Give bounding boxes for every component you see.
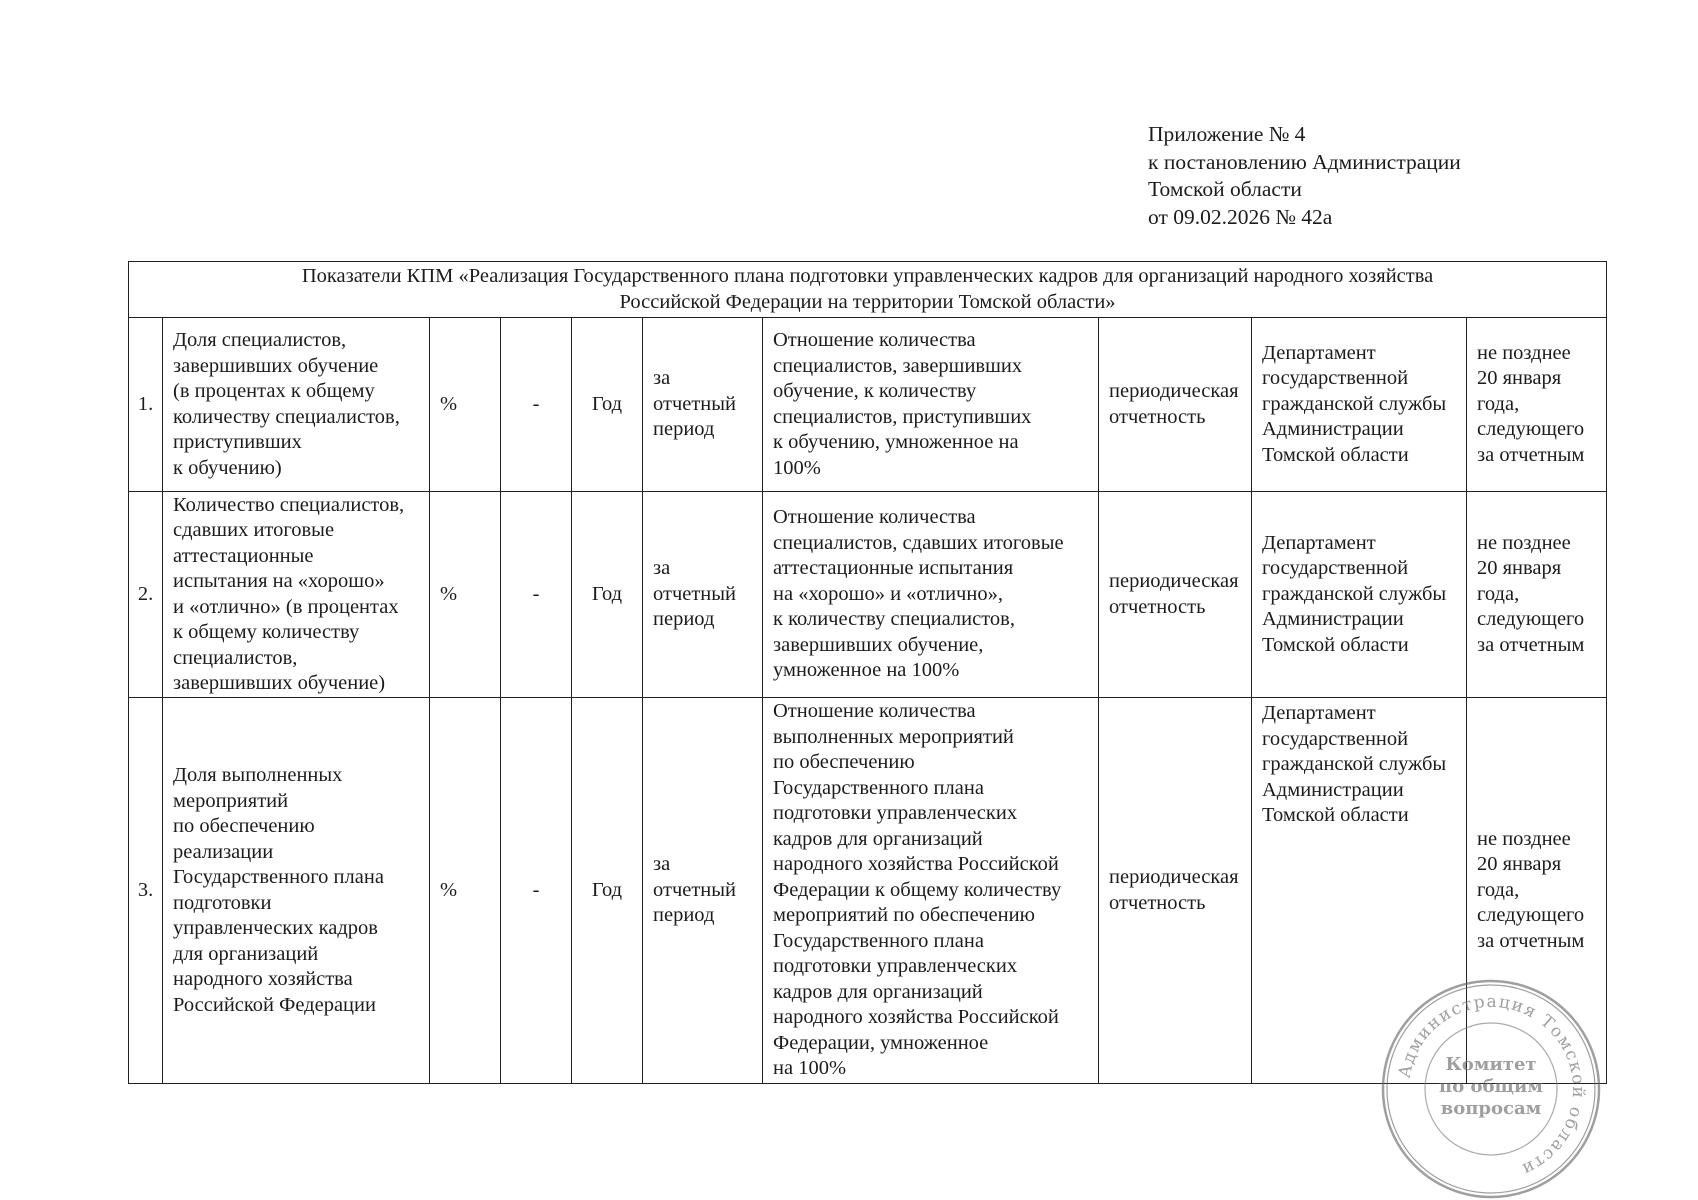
indicator-name-line: по обеспечению [173, 815, 315, 837]
responsible-department [1252, 492, 1467, 698]
indicator-name [163, 698, 430, 1084]
data-source [1099, 492, 1252, 698]
data-source [1099, 318, 1252, 492]
indicator-name-line: Государственного плана [173, 866, 384, 888]
indicator-name-line: народного хозяйства [173, 968, 353, 990]
method-line: к обучению, умноженное на [773, 431, 1019, 453]
appendix-region: Томской области [1148, 177, 1302, 201]
method-line: подготовки управленческих [773, 802, 1018, 825]
table-title-line: Показатели КПМ «Реализация Государственного плана подготовки управленческих кадров для организаций народного хозяйства [301, 265, 1434, 287]
method-line: Федерации, умноженное [773, 1031, 989, 1054]
indicator-name [163, 318, 430, 492]
calculation-method [763, 318, 1099, 492]
calculation-method [763, 492, 1099, 698]
stamp-center-line: по общим [1439, 1076, 1543, 1097]
indicators-table [128, 261, 1607, 1084]
period-line: период [653, 418, 715, 441]
indicator-name-line: Доля специалистов, [173, 329, 347, 351]
deadline-line: года, [1477, 878, 1520, 901]
table-row [129, 318, 1607, 492]
method-line: подготовки управленческих [773, 955, 1018, 978]
row-number: 1. [129, 318, 163, 492]
frequency-cell: Год [572, 492, 643, 698]
stamp-center-line: Комитет [1445, 1054, 1537, 1075]
source-line: периодическая [1109, 380, 1239, 402]
indicator-name-line: Российской Федерации [173, 993, 376, 1016]
dash-cell: - [501, 492, 572, 698]
indicator-name-line: аттестационные [173, 544, 314, 567]
stamp-center-line: вопросам [1440, 1098, 1542, 1119]
method-line: кадров для организаций [773, 827, 983, 850]
deadline-line: за отчетным [1477, 633, 1585, 656]
indicator-name [163, 492, 430, 698]
indicator-name-line: управленческих кадров [173, 917, 378, 939]
deadline-line: года, [1477, 392, 1520, 415]
source-line: периодическая [1109, 866, 1239, 888]
department-line: Департамент [1262, 341, 1376, 364]
table-title [129, 262, 1607, 318]
appendix-resolution-ref: к постановлению Администрации [1148, 149, 1461, 174]
appendix-number: Приложение № 4 [1148, 122, 1306, 146]
indicator-name-line: Количество специалистов, [173, 493, 405, 516]
method-line: народного хозяйства Российской [773, 1006, 1059, 1029]
calculation-method [763, 698, 1099, 1084]
responsible-department [1252, 318, 1467, 492]
method-line: по обеспечению [773, 751, 915, 774]
deadline-line: за отчетным [1477, 443, 1585, 466]
source-line: отчетность [1109, 891, 1206, 914]
period-line: за [653, 853, 671, 876]
method-line: Отношение количества [773, 700, 976, 723]
department-line: Департамент [1262, 702, 1376, 724]
table-title-line: Российской Федерации на территории Томской области» [619, 290, 1116, 313]
deadline-cell [1467, 318, 1607, 492]
indicator-name-line: к общему количеству [173, 621, 360, 643]
indicator-name-line: испытания на «хорошо» [173, 570, 385, 592]
deadline-line: следующего [1477, 904, 1585, 927]
source-line: отчетность [1109, 405, 1206, 428]
indicator-name-line: реализации [173, 840, 274, 863]
period-line: за [653, 557, 671, 580]
indicator-name-line: приступивших [173, 431, 302, 453]
method-line: на «хорошо» и «отлично», [773, 582, 1003, 605]
department-line: государственной [1262, 557, 1409, 580]
period-line: отчетный [653, 878, 737, 901]
dash-cell: - [501, 698, 572, 1084]
method-line: Государственного плана [773, 929, 984, 952]
indicator-name-line: специалистов, [173, 646, 298, 669]
deadline-cell [1467, 492, 1607, 698]
official-stamp [1380, 978, 1602, 1200]
department-line: Департамент [1262, 531, 1376, 554]
deadline-line: за отчетным [1477, 929, 1585, 952]
method-line: кадров для организаций [773, 980, 983, 1003]
unit-cell: % [430, 698, 501, 1084]
method-line: Отношение количества [773, 329, 976, 351]
source-line: периодическая [1109, 570, 1239, 592]
indicator-name-line: количеству специалистов, [173, 405, 400, 428]
period-line: отчетный [653, 392, 737, 415]
stamp-ring-text: Администрация Томской области [1394, 991, 1589, 1180]
method-line: народного хозяйства Российской [773, 853, 1059, 876]
indicator-name-line: завершивших обучение) [173, 672, 386, 694]
source-line: отчетность [1109, 595, 1206, 618]
deadline-line: года, [1477, 582, 1520, 605]
method-line: выполненных мероприятий [773, 725, 1014, 748]
method-line: к количеству специалистов, [773, 608, 1015, 631]
indicator-name-line: подготовки [173, 891, 272, 914]
method-line: Отношение количества [773, 506, 976, 529]
period-line: отчетный [653, 582, 737, 605]
department-line: Томской области [1262, 804, 1409, 826]
indicator-name-line: и «отлично» (в процентах [173, 595, 399, 618]
row-number: 2. [129, 492, 163, 698]
method-line: специалистов, приступивших [773, 405, 1032, 428]
unit-cell: % [430, 492, 501, 698]
method-line: умноженное на 100% [773, 659, 960, 682]
method-line: обучение, к количеству [773, 380, 977, 402]
deadline-line: следующего [1477, 418, 1585, 441]
deadline-line: не позднее [1477, 341, 1571, 364]
method-line: на 100% [773, 1057, 847, 1080]
period-cell [643, 698, 763, 1084]
indicator-name-line: к обучению) [173, 456, 282, 479]
indicator-name-line: (в процентах к общему [173, 380, 375, 402]
method-line: завершивших обучение, [773, 633, 984, 656]
deadline-line: следующего [1477, 608, 1585, 631]
frequency-cell: Год [572, 698, 643, 1084]
department-line: государственной [1262, 367, 1409, 390]
method-line: 100% [773, 456, 821, 479]
period-line: период [653, 608, 715, 631]
method-line: специалистов, сдавших итоговые [773, 531, 1064, 554]
period-cell [643, 492, 763, 698]
department-line: Администрации [1262, 418, 1404, 441]
department-line: Администрации [1262, 778, 1404, 801]
period-line: период [653, 904, 715, 927]
data-source [1099, 698, 1252, 1084]
method-line: Государственного плана [773, 776, 984, 799]
appendix-header [1148, 121, 1461, 231]
row-number: 3. [129, 698, 163, 1084]
indicator-name-line: для организаций [173, 942, 319, 965]
method-line: Федерации к общему количеству [773, 878, 1062, 901]
department-line: государственной [1262, 727, 1409, 750]
method-line: аттестационные испытания [773, 557, 1014, 580]
deadline-line: не позднее [1477, 827, 1571, 850]
deadline-line: 20 января [1477, 853, 1562, 876]
department-line: Администрации [1262, 608, 1404, 631]
department-line: Томской области [1262, 633, 1409, 656]
indicator-name-line: завершивших обучение [173, 354, 379, 377]
unit-cell: % [430, 318, 501, 492]
period-line: за [653, 367, 671, 390]
indicator-name-line: мероприятий [173, 789, 289, 812]
deadline-line: 20 января [1477, 367, 1562, 390]
indicator-name-line: Доля выполненных [173, 764, 343, 786]
dash-cell: - [501, 318, 572, 492]
department-line: гражданской службы [1262, 582, 1447, 605]
method-line: мероприятий по обеспечению [773, 904, 1035, 927]
department-line: гражданской службы [1262, 753, 1447, 775]
deadline-line: не позднее [1477, 531, 1571, 554]
deadline-line: 20 января [1477, 557, 1562, 580]
method-line: специалистов, завершивших [773, 354, 1023, 377]
indicator-name-line: сдавших итоговые [173, 519, 335, 541]
department-line: Томской области [1262, 443, 1409, 466]
table-row [129, 492, 1607, 698]
period-cell [643, 318, 763, 492]
frequency-cell: Год [572, 318, 643, 492]
department-line: гражданской службы [1262, 392, 1447, 415]
appendix-date-number: от 09.02.2026 № 42а [1148, 204, 1333, 229]
